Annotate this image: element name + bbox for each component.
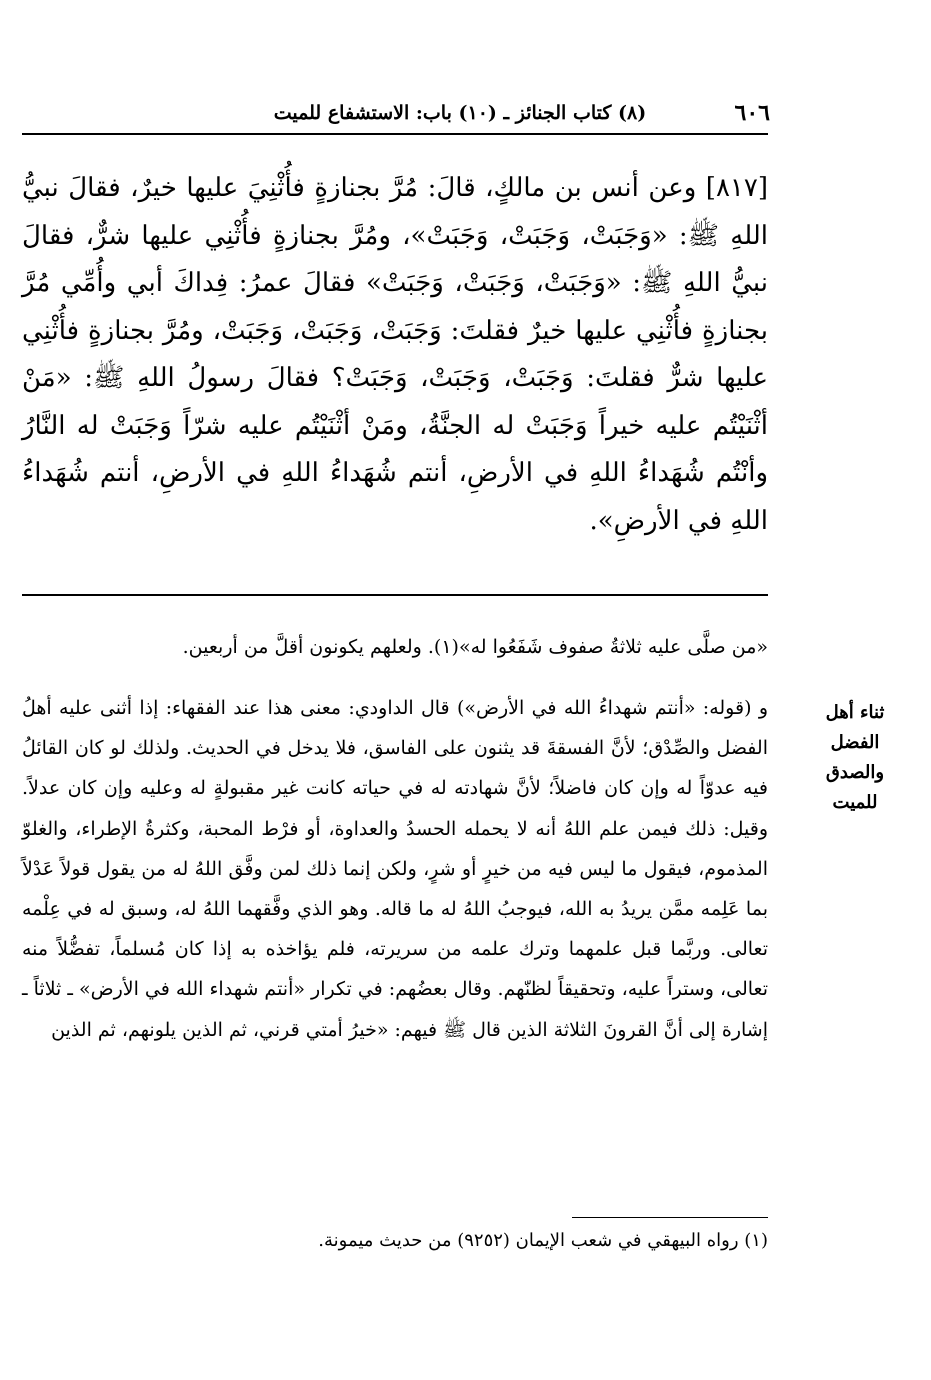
side-heading-line: للميت (832, 792, 878, 813)
side-heading-line: ثناء أهل (825, 702, 885, 723)
side-heading-line: الفضل (830, 732, 880, 753)
commentary-text: و (قوله: «أنتم شهداءُ الله في الأرض») قال الداودي: معنى هذا عند الفقهاء: إذا أثنى عليه أهلُ الفضل والصِّدْق؛ لأنَّ الفسقةَ قد يثنون على الفاسق، فلا يدخل في الحديث. ولذلك لو كان القائلُ فيه عدوّاً له وإن كان فاضلاً؛ لأنَّ شهادته له في حياته كانت غير مقبولةٍ له وعليه وإن كان عدلاً. وقيل: ذلك فيمن علم اللهُ أنه لا يحمله الحسدُ والعداوة، أو فرْط المحبة، وكثرةُ الإطراء، والغلوّ المذموم، فيقول ما ليس فيه من خيرٍ أو شرٍ، ولكن إنما ذلك لمن وفَّق اللهُ له من يقول قولاً عَدْلاً بما عَلِمه ممَّن يريدُ به الله، فيوجبُ اللهُ له ما قاله. وهو الذي وفَّقهما اللهُ له، وسبق له في عِلْمه تعالى. وربَّما قبل علمهما وترك علمه من سريرته، فلم يؤاخذه به إذا كان مُسلماً، تفضُّلاً منه تعالى، وستراً عليه، وتحقيقاً لظنّهم. وقال بعضُهم: في تكرار «أنتم شهداء الله في الأرض» ـ ثلاثاً ـ إشارة إلى أنَّ القرونَ الثلاثة الذين قال ﷺ فيهم: «خيرُ أمتي قرني، ثم الذين يلونهم، ثم الذين (22, 697, 768, 1041)
side-heading (800, 698, 910, 818)
running-header: (٨) كتاب الجنائز ـ (١٠) باب: الاستشفاع للميت (273, 102, 647, 124)
footnote-rule (572, 1217, 768, 1218)
header-rule (22, 133, 768, 135)
section-divider (22, 594, 768, 596)
commentary-top-line: «من صلَّى عليه ثلاثةُ صفوف شَفَعُوا له»(١). ولعلهم يكونون أقلَّ من أربعين. (182, 636, 768, 658)
footnote: (١) رواه البيهقي في شعب الإيمان (٩٢٥٢) من حديث ميمونة. (318, 1230, 768, 1251)
page-number: ٦٠٦ (734, 100, 770, 126)
hadith-text: [٨١٧] وعن أنس بن مالكٍ، قالَ: مُرَّ بجنازةٍ فأُثْنِيَ عليها خيرٌ، فقالَ نبيُّ اللهِ ﷺ: «وَجَبَتْ، وَجَبَتْ، وَجَبَتْ»، ومُرَّ بجنازةٍ فأُثْنِي عليها شرٌّ، فقالَ نبيُّ اللهِ ﷺ: «وَجَبَتْ، وَجَبَتْ، وَجَبَتْ» فقالَ عمرُ: فِداكَ أبي وأُمِّي مُرَّ بجنازةٍ فأُثْنِي عليها خيرٌ فقلتَ: وَجَبَتْ، وَجَبَتْ، وَجَبَتْ، ومُرَّ بجنازةٍ فأُثْنِي عليها شرٌّ فقلتَ: وَجَبَتْ، وَجَبَتْ، وَجَبَتْ؟ فقالَ رسولُ اللهِ ﷺ: «مَنْ أثْنَيْتُم عليه خيراً وَجَبَتْ له الجنَّةُ، ومَنْ أثْنَيْتُم عليه شرّاً وَجَبَتْ له النَّارُ وأنْتُم شُهَداءُ اللهِ في الأرضِ، أنتم شُهَداءُ اللهِ في الأرضِ، أنتم شُهَداءُ اللهِ في الأرضِ». (22, 173, 769, 536)
side-heading-line: والصدق (825, 762, 885, 783)
